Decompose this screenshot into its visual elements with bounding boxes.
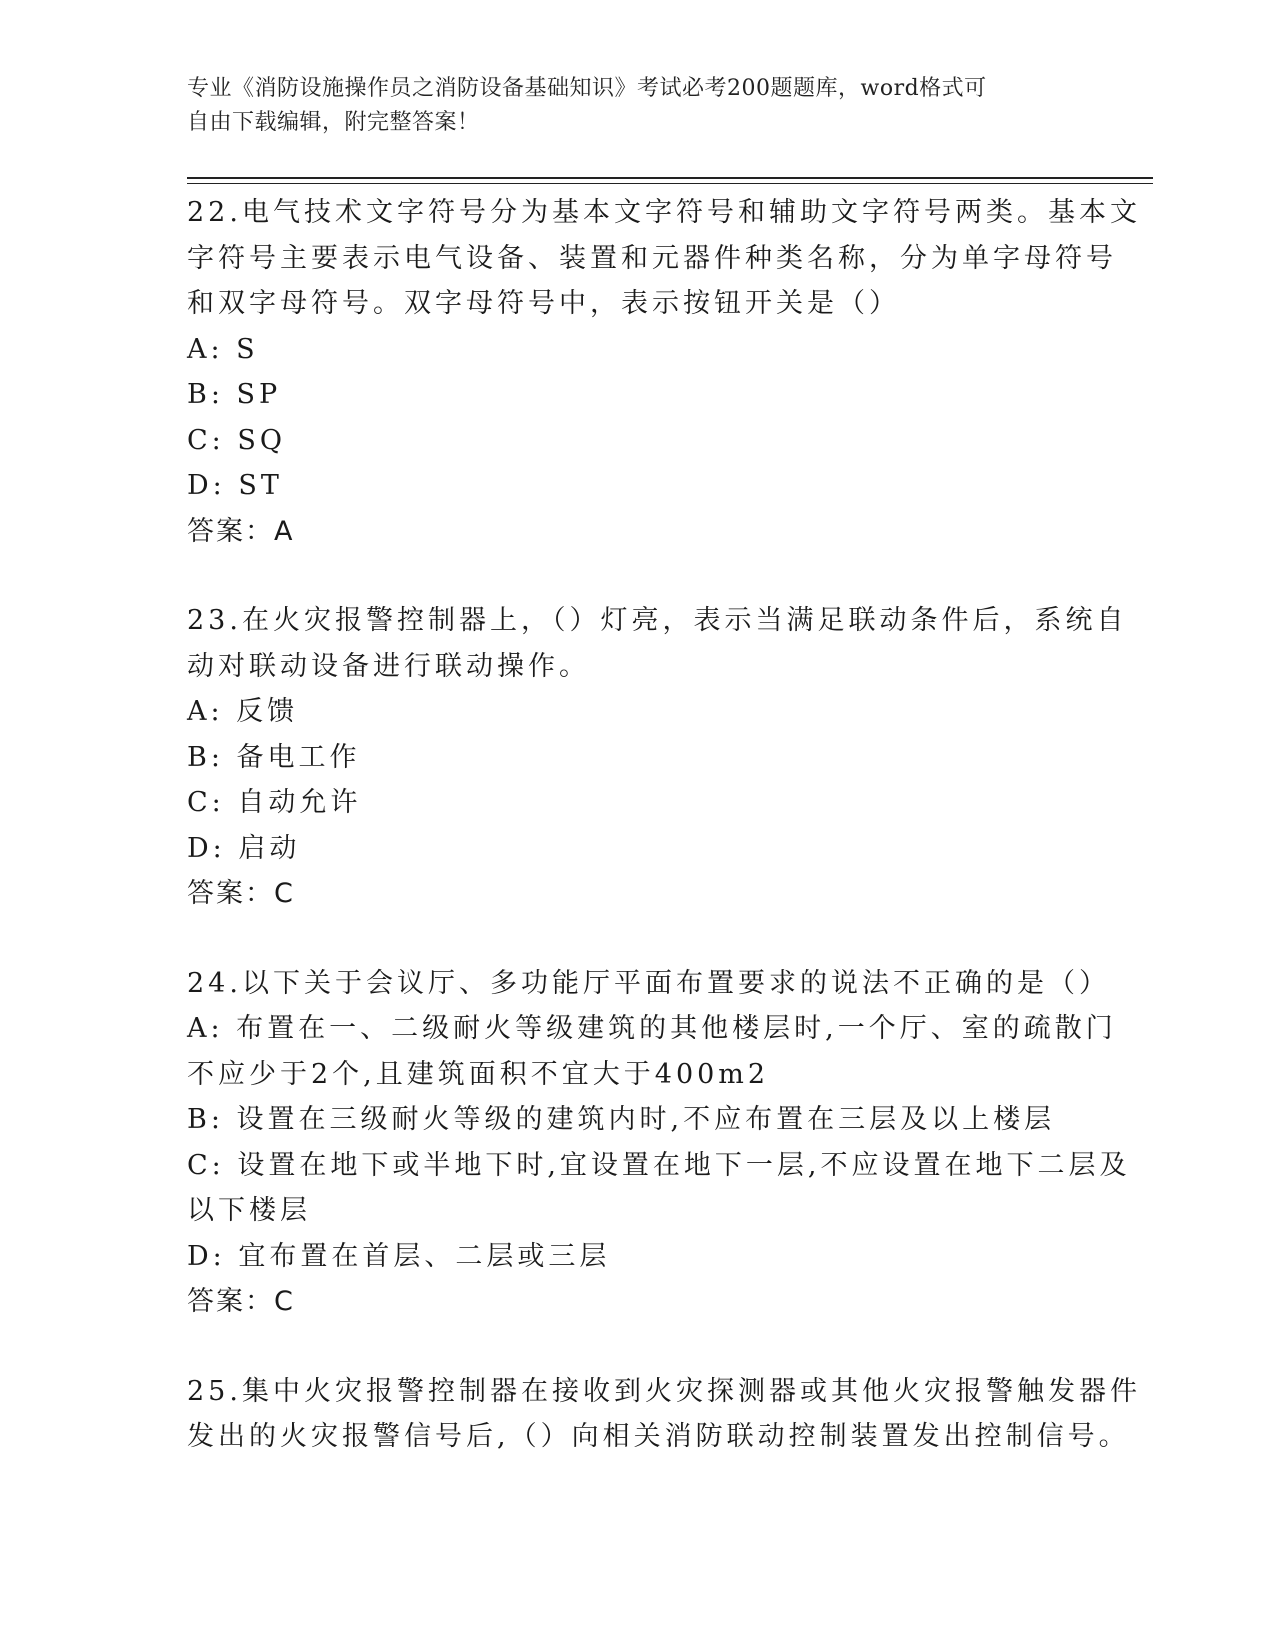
option-c-continued: 以下楼层 bbox=[187, 1195, 311, 1226]
spacer bbox=[187, 917, 1087, 961]
option-b: B: 备电工作 bbox=[187, 741, 361, 773]
option-a: A: 布置在一、二级耐火等级建筑的其他楼层时,一个厅、室的疏散门 bbox=[187, 1013, 1117, 1044]
option-c: C: SQ bbox=[187, 424, 286, 456]
question-24 bbox=[187, 961, 1131, 1325]
question-text-line: 24.以下关于会议厅、多功能厅平面布置要求的说法不正确的是（） bbox=[187, 967, 1110, 999]
option-c: C: 设置在地下或半地下时,宜设置在地下一层,不应设置在地下二层及 bbox=[187, 1149, 1131, 1181]
option-b: B: SP bbox=[187, 379, 282, 410]
question-25 bbox=[187, 1369, 1141, 1460]
spacer bbox=[187, 554, 1087, 598]
answer: 答案：C bbox=[187, 878, 295, 909]
option-a: A: 反馈 bbox=[187, 696, 299, 727]
document-header bbox=[187, 72, 1067, 140]
option-d: D: 启动 bbox=[187, 832, 301, 864]
answer: 答案：C bbox=[187, 1286, 295, 1317]
question-text-line: 和双字母符号。双字母符号中，表示按钮开关是（） bbox=[187, 288, 900, 319]
question-text-line: 22.电气技术文字符号分为基本文字符号和辅助文字符号两类。基本文 bbox=[187, 197, 1141, 228]
header-line-1: 专业《消防设施操作员之消防设备基础知识》考试必考200题题库，word格式可 bbox=[187, 76, 987, 101]
option-b: B: 设置在三级耐火等级的建筑内时,不应布置在三层及以上楼层 bbox=[187, 1104, 1056, 1135]
option-a: A: S bbox=[187, 333, 259, 365]
header-divider-thick bbox=[187, 177, 1153, 179]
option-d: D: ST bbox=[187, 470, 283, 501]
option-d: D: 宜布置在首层、二层或三层 bbox=[187, 1240, 611, 1272]
question-text-line: 25.集中火灾报警控制器在接收到火灾探测器或其他火灾报警触发器件 bbox=[187, 1375, 1141, 1407]
header-divider-thin bbox=[187, 183, 1153, 184]
question-text-line: 动对联动设备进行联动操作。 bbox=[187, 650, 590, 682]
question-text-line: 23.在火灾报警控制器上，（）灯亮，表示当满足联动条件后，系统自 bbox=[187, 605, 1128, 636]
question-text-line: 发出的火灾报警信号后,（）向相关消防联动控制装置发出控制信号。 bbox=[187, 1421, 1130, 1452]
spacer bbox=[187, 1325, 1087, 1369]
option-a-continued: 不应少于2个,且建筑面积不宜大于400m2 bbox=[187, 1058, 770, 1090]
question-text-line: 字符号主要表示电气设备、装置和元器件种类名称，分为单字母符号 bbox=[187, 242, 1117, 274]
header-line-2: 自由下载编辑，附完整答案！ bbox=[187, 110, 480, 135]
question-list bbox=[187, 190, 1141, 1460]
question-22 bbox=[187, 190, 1141, 554]
question-23 bbox=[187, 598, 1128, 917]
answer: 答案：A bbox=[187, 515, 295, 547]
option-c: C: 自动允许 bbox=[187, 787, 362, 818]
